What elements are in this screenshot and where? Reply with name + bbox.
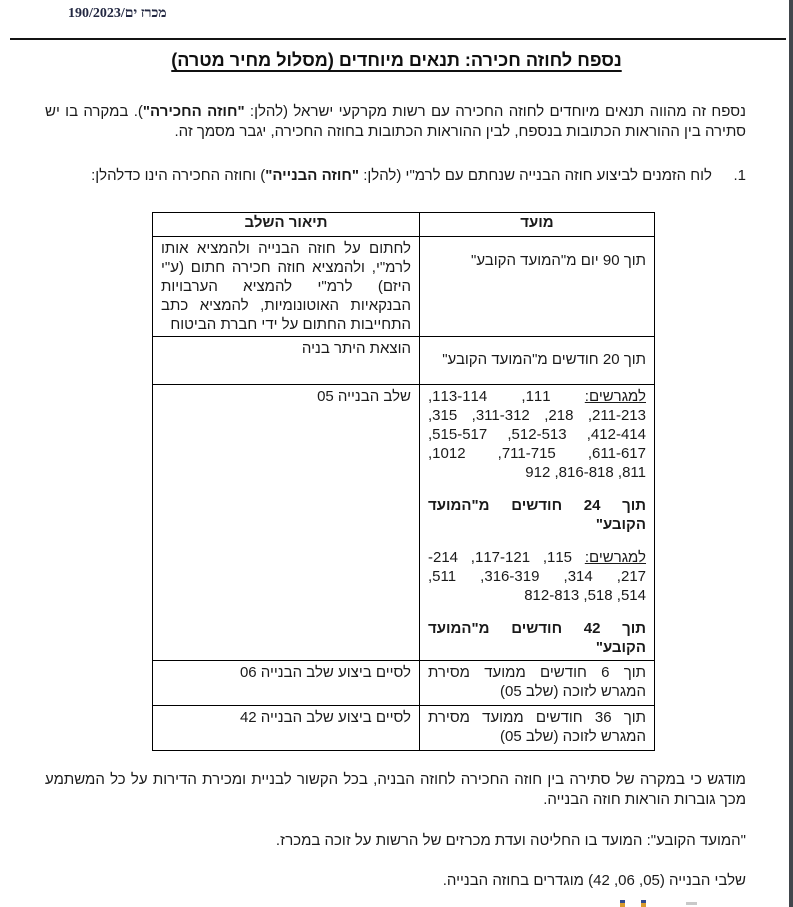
table-cell-line: לסיים ביצוע שלב הבנייה 42 — [239, 709, 411, 726]
intro-bold-term: "חוזה החכירה" — [142, 103, 245, 120]
table-cell-stage — [153, 706, 420, 751]
cutoff-text-fragment — [620, 900, 625, 907]
list-item-text — [45, 164, 712, 187]
page-title — [0, 50, 793, 71]
footer-paragraph-stages: שלבי הבנייה (05, 06, 42) מוגדרים בחוזה הבנייה. — [442, 872, 746, 889]
table-cell-line: לחתום על חוזה הבנייה ולהמציא אותו לרמ"י, ולהמציא חוזה חכירה חתום (ע"י היזם) לרמ"י להמציא הערבויות הבנקאיות האוטונומיות, להמציא כתב התחייבות החתום על ידי חברת הביטוח — [161, 240, 411, 333]
table-header-row — [153, 213, 655, 237]
item1-bold-term: "חוזה הבנייה" — [265, 167, 360, 184]
table-cell-line: תוך 6 חודשים ממועד מסירת המגרש לזוכה (שלב 05) — [428, 664, 646, 700]
table-cell-line: 211-213, 218, 311-312, 315, — [428, 407, 646, 424]
blank-line — [428, 534, 646, 548]
table-cell-line: תוך 90 יום מ"המועד הקובע" — [471, 252, 646, 269]
table-cell-line: תוך 20 חודשים מ"המועד הקובע" — [442, 351, 646, 368]
blank-line — [428, 605, 646, 619]
underlined-label: למגרשים: — [584, 549, 647, 566]
table-cell-stage — [153, 337, 420, 385]
intro-text-cont: ). במקרה בו יש סתירה בין ההוראות הכתובות בנספח, לבין ההוראות הכתובות בחוזה החכירה, יגבר מסמך זה. — [45, 103, 746, 140]
table-cell-line: 412-414, 512-513, 515-517, — [428, 426, 646, 443]
footer-paragraph-determining-date: "המועד הקובע": המועד בו החליטה ועדת מכרזים של הרשות על זוכה במכרז. — [275, 832, 746, 849]
intro-paragraph — [45, 102, 746, 142]
table-cell-date — [420, 706, 655, 751]
table-cell-line: 217, 314, 316-319, 511, — [428, 568, 647, 585]
tender-reference: מכרז ים/190/2023 — [68, 6, 167, 21]
table-cell-line: הוצאת היתר בניה — [301, 340, 411, 357]
table-cell-stage — [153, 237, 420, 337]
item1-text-cont: ) וחוזה החכירה הינו כדלהלן: — [91, 167, 266, 184]
blank-line — [428, 482, 646, 496]
header-divider — [10, 38, 786, 40]
schedule-table-body — [153, 237, 655, 751]
table-cell-line: 611-617, 711-715, 1012, — [428, 445, 646, 462]
table-cell-line: הקובע" — [595, 639, 646, 656]
col-header-stage: תיאור השלב — [153, 213, 420, 237]
list-item-1 — [45, 164, 746, 187]
cutoff-text-fragment — [686, 902, 697, 905]
schedule-table — [152, 212, 655, 751]
table-cell-date — [420, 337, 655, 385]
page-title-text: נספח לחוזה חכירה: תנאים מיוחדים (מסלול מחיר מטרה) — [171, 50, 622, 70]
table-row — [153, 661, 655, 706]
table-cell-date — [420, 661, 655, 706]
item1-text: לוח הזמנים לביצוע חוזה הבנייה שנחתם עם לרמ"י (להלן: — [359, 167, 712, 184]
table-cell-line: למגרשים: 115, 117-121, 214- — [428, 549, 647, 566]
table-cell-line: 811, 816-818, 912 — [525, 464, 646, 481]
table-cell-date — [420, 385, 655, 661]
footer-paragraph-conflict: מודגש כי במקרה של סתירה בין חוזה החכירה לחוזה הבניה, בכל הקשור לבניית ומכירת הדירות על כל המשתמע מכך גוברות הוראות חוזה הבנייה. — [45, 771, 746, 808]
table-cell-line: שלב הבנייה 05 — [317, 388, 411, 405]
table-cell-stage — [153, 661, 420, 706]
col-header-date: מועד — [420, 213, 655, 237]
table-row — [153, 337, 655, 385]
table-row — [153, 385, 655, 661]
table-cell-line: הקובע" — [595, 516, 646, 533]
table-cell-stage — [153, 385, 420, 661]
table-cell-line: תוך 36 חודשים ממועד מסירת המגרש לזוכה (שלב 05) — [428, 709, 646, 745]
intro-text: נספח זה מהווה תנאים מיוחדים לחוזה החכירה עם רשות מקרקעי ישראל (להלן: — [244, 103, 746, 120]
table-cell-date — [420, 237, 655, 337]
table-row — [153, 237, 655, 337]
table-cell-line: תוך 24 חודשים מ"המועד — [428, 497, 647, 514]
cutoff-text-fragment — [641, 900, 646, 907]
underlined-label: למגרשים: — [584, 388, 646, 405]
table-row — [153, 706, 655, 751]
table-cell-line: 514, 518, 812-813 — [524, 587, 646, 604]
table-cell-line: תוך 42 חודשים מ"המועד — [428, 620, 647, 637]
window-edge — [789, 0, 793, 907]
table-cell-line: לסיים ביצוע שלב הבנייה 06 — [239, 664, 411, 681]
list-item-number: 1. — [733, 167, 746, 184]
table-cell-line: למגרשים: 111, 113-114, — [428, 388, 646, 405]
